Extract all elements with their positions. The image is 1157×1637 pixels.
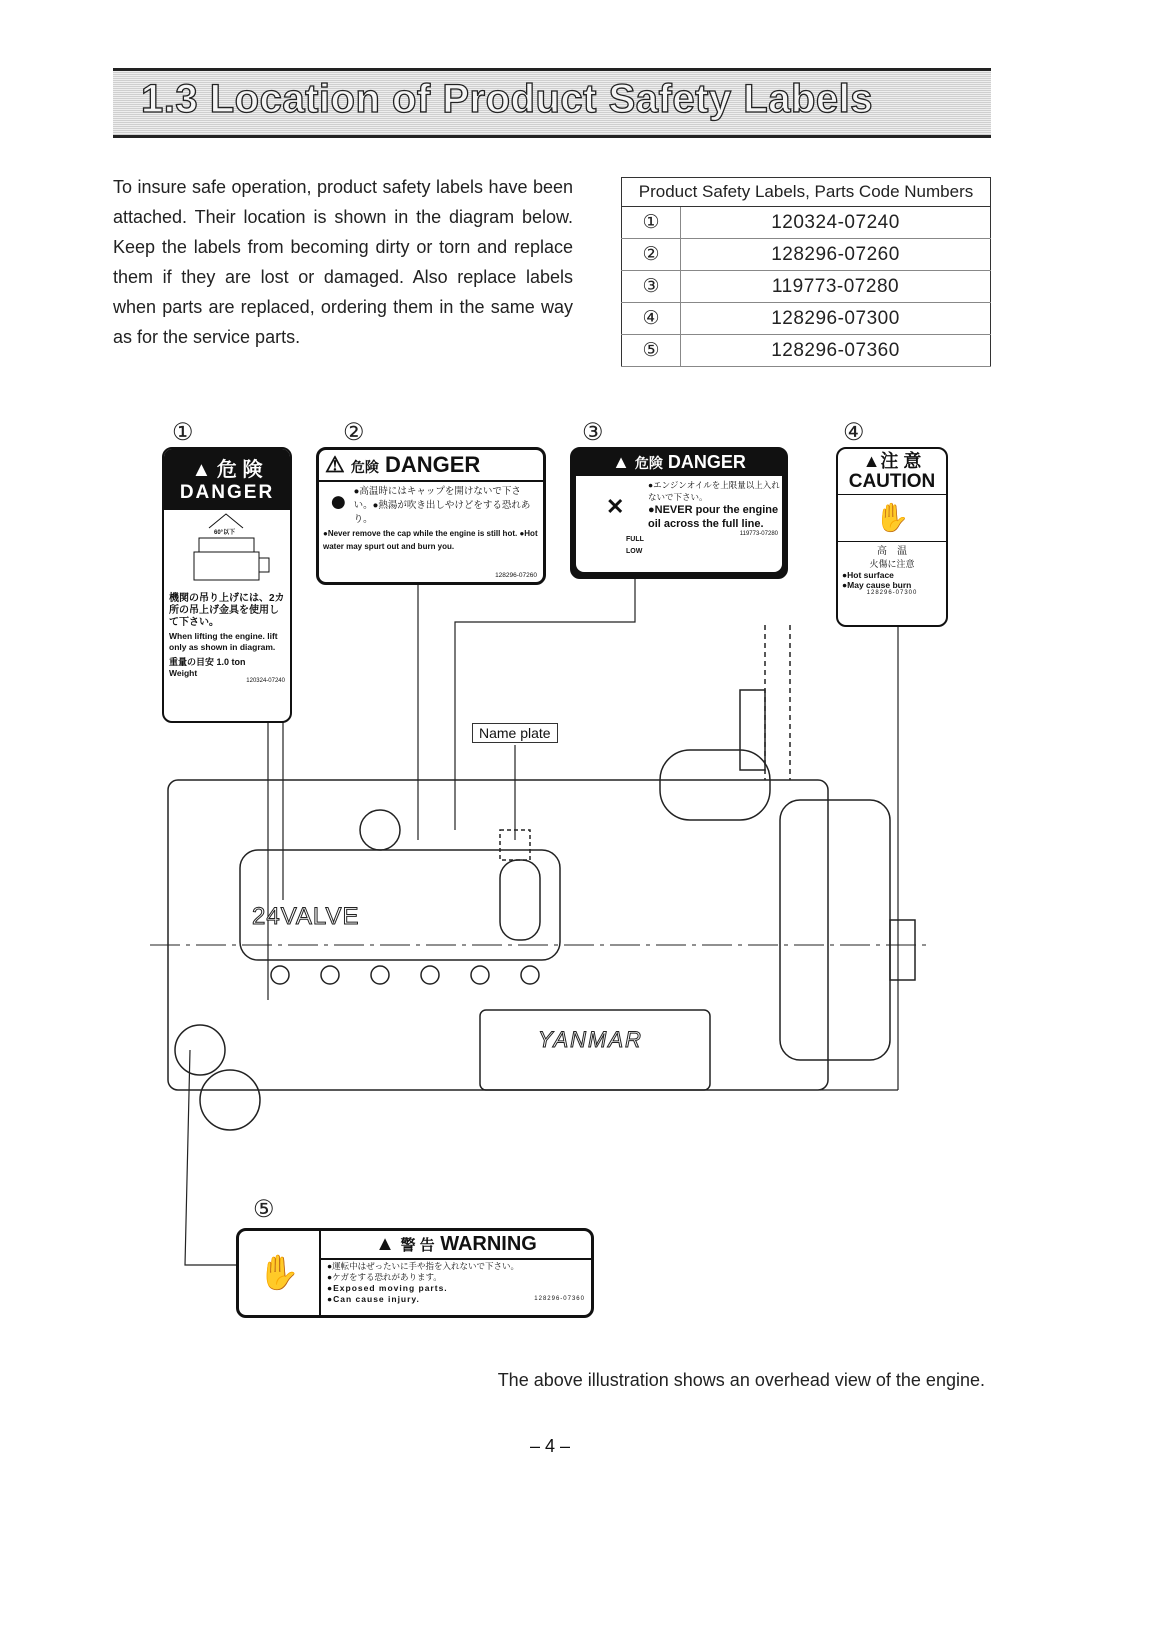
table-header: Product Safety Labels, Parts Code Numbers	[622, 178, 991, 207]
label-header: ▲注 意 CAUTION	[838, 449, 946, 495]
label-weight: 重量の目安 1.0 ton	[169, 657, 246, 667]
illustration-caption: The above illustration shows an overhead view of the engine.	[497, 1370, 985, 1390]
intro-paragraph: To insure safe operation, product safety labels have been attached. Their location is shown in the diagram below. Keep the labels from becoming dirty or torn and replace them if they are lost or damaged. Also replace labels when parts are replaced, ordering them in the same way as for the service parts.	[113, 177, 573, 347]
pulley	[175, 1025, 225, 1075]
label-header: ▲ 警 告 WARNING	[321, 1231, 591, 1260]
label-text-en: ●Can cause injury. 128296-07360	[327, 1294, 585, 1304]
safety-label-2	[316, 447, 546, 585]
engine-body-outline	[168, 780, 828, 1090]
valve-text: 24VALVE	[252, 903, 360, 930]
label-text-en: When lifting the engine. lift only as shown in diagram.	[169, 631, 278, 652]
safety-label-3	[570, 447, 788, 579]
brand-text: YANMAR	[538, 1027, 643, 1052]
flywheel-housing	[780, 800, 890, 1060]
page-number: – 4 –	[529, 1436, 571, 1456]
label-title-jp: ▲ 危 険	[191, 459, 263, 481]
label-code: 128296-07360	[534, 1296, 585, 1302]
full-mark: FULL	[626, 536, 644, 543]
pipe-flange	[360, 810, 400, 850]
label-weight-en: Weight	[169, 668, 198, 678]
safety-label-5	[236, 1228, 594, 1318]
label-text-jp: 火傷に注意	[869, 559, 915, 569]
part-code: 128296-07300	[681, 303, 991, 335]
safety-label-1	[162, 447, 292, 723]
row-number: ①	[622, 207, 681, 239]
svg-text:60°以下: 60°以下	[214, 530, 236, 536]
part-code: 128296-07360	[681, 335, 991, 367]
oil-level-icon: ✕ FULL LOW	[606, 494, 644, 555]
label-text-en: ●NEVER pour the engine oil across the full line.	[648, 504, 779, 530]
label-number-3: ③	[582, 419, 604, 446]
label-text-en: ●Exposed moving parts.	[327, 1283, 448, 1293]
label-number-1: ①	[172, 419, 194, 446]
label-header: ▲ 危険 DANGER	[572, 449, 786, 476]
label-code: 128296-07260	[495, 572, 537, 579]
label-number-2: ②	[343, 419, 365, 446]
row-number: ⑤	[622, 335, 681, 367]
label-code: 128296-07300	[866, 590, 918, 596]
label-text-en: ●May cause burn	[842, 580, 912, 590]
label-text-jp: ●高温時にはキャップを開けないで下さい。●熱湯が吹き出しやけどをする恐れあり。	[353, 486, 531, 525]
row-number: ②	[622, 239, 681, 271]
part-code: 119773-07280	[681, 271, 991, 303]
injector-row	[271, 966, 539, 984]
pulley	[200, 1070, 260, 1130]
label-code: 120324-07240	[246, 678, 285, 684]
hot-cap-icon: ●	[329, 485, 348, 518]
hand-hot-surface-icon: ✋	[838, 495, 946, 542]
moving-parts-hand-icon: ✋	[239, 1231, 321, 1315]
label-text-jp: 機関の吊り上げには、2カ所の吊上げ金具を使用して下さい。	[169, 593, 285, 628]
label-text-en: ●Never remove the cap while the engine is still hot. ●Hot water may spurt out and burn you.	[323, 529, 538, 551]
label-code: 119773-07280	[739, 531, 778, 537]
label-title: DANGER	[179, 482, 275, 503]
label-number-5: ⑤	[253, 1196, 275, 1223]
low-mark: LOW	[626, 548, 643, 555]
filter	[660, 750, 770, 820]
label-text-jp: ●ケガをする恐れがあります。	[327, 1272, 442, 1282]
valve-cover-emblem	[500, 860, 540, 940]
label-text-jp: ●運転中はぜったいに手や指を入れないで下さい。	[327, 1261, 519, 1271]
part-code: 120324-07240	[681, 207, 991, 239]
row-number: ③	[622, 271, 681, 303]
safety-label-4	[836, 447, 948, 627]
flange	[890, 920, 915, 980]
label-text-jp: 高 温	[877, 546, 907, 557]
row-number: ④	[622, 303, 681, 335]
label-number-4: ④	[843, 419, 865, 446]
lifting-diagram-icon	[164, 510, 290, 590]
label-text-en: ●Hot surface	[842, 570, 894, 580]
label-header	[164, 449, 290, 510]
label-header: ⚠ 危険 DANGER	[319, 450, 543, 482]
section-title: 1.3 Location of Product Safety Labels	[141, 77, 873, 121]
label-text-jp: ●エンジンオイルを上限量以上入れないで下さい。	[648, 480, 780, 502]
name-plate-callout: Name plate	[472, 723, 558, 743]
part-code: 128296-07260	[681, 239, 991, 271]
